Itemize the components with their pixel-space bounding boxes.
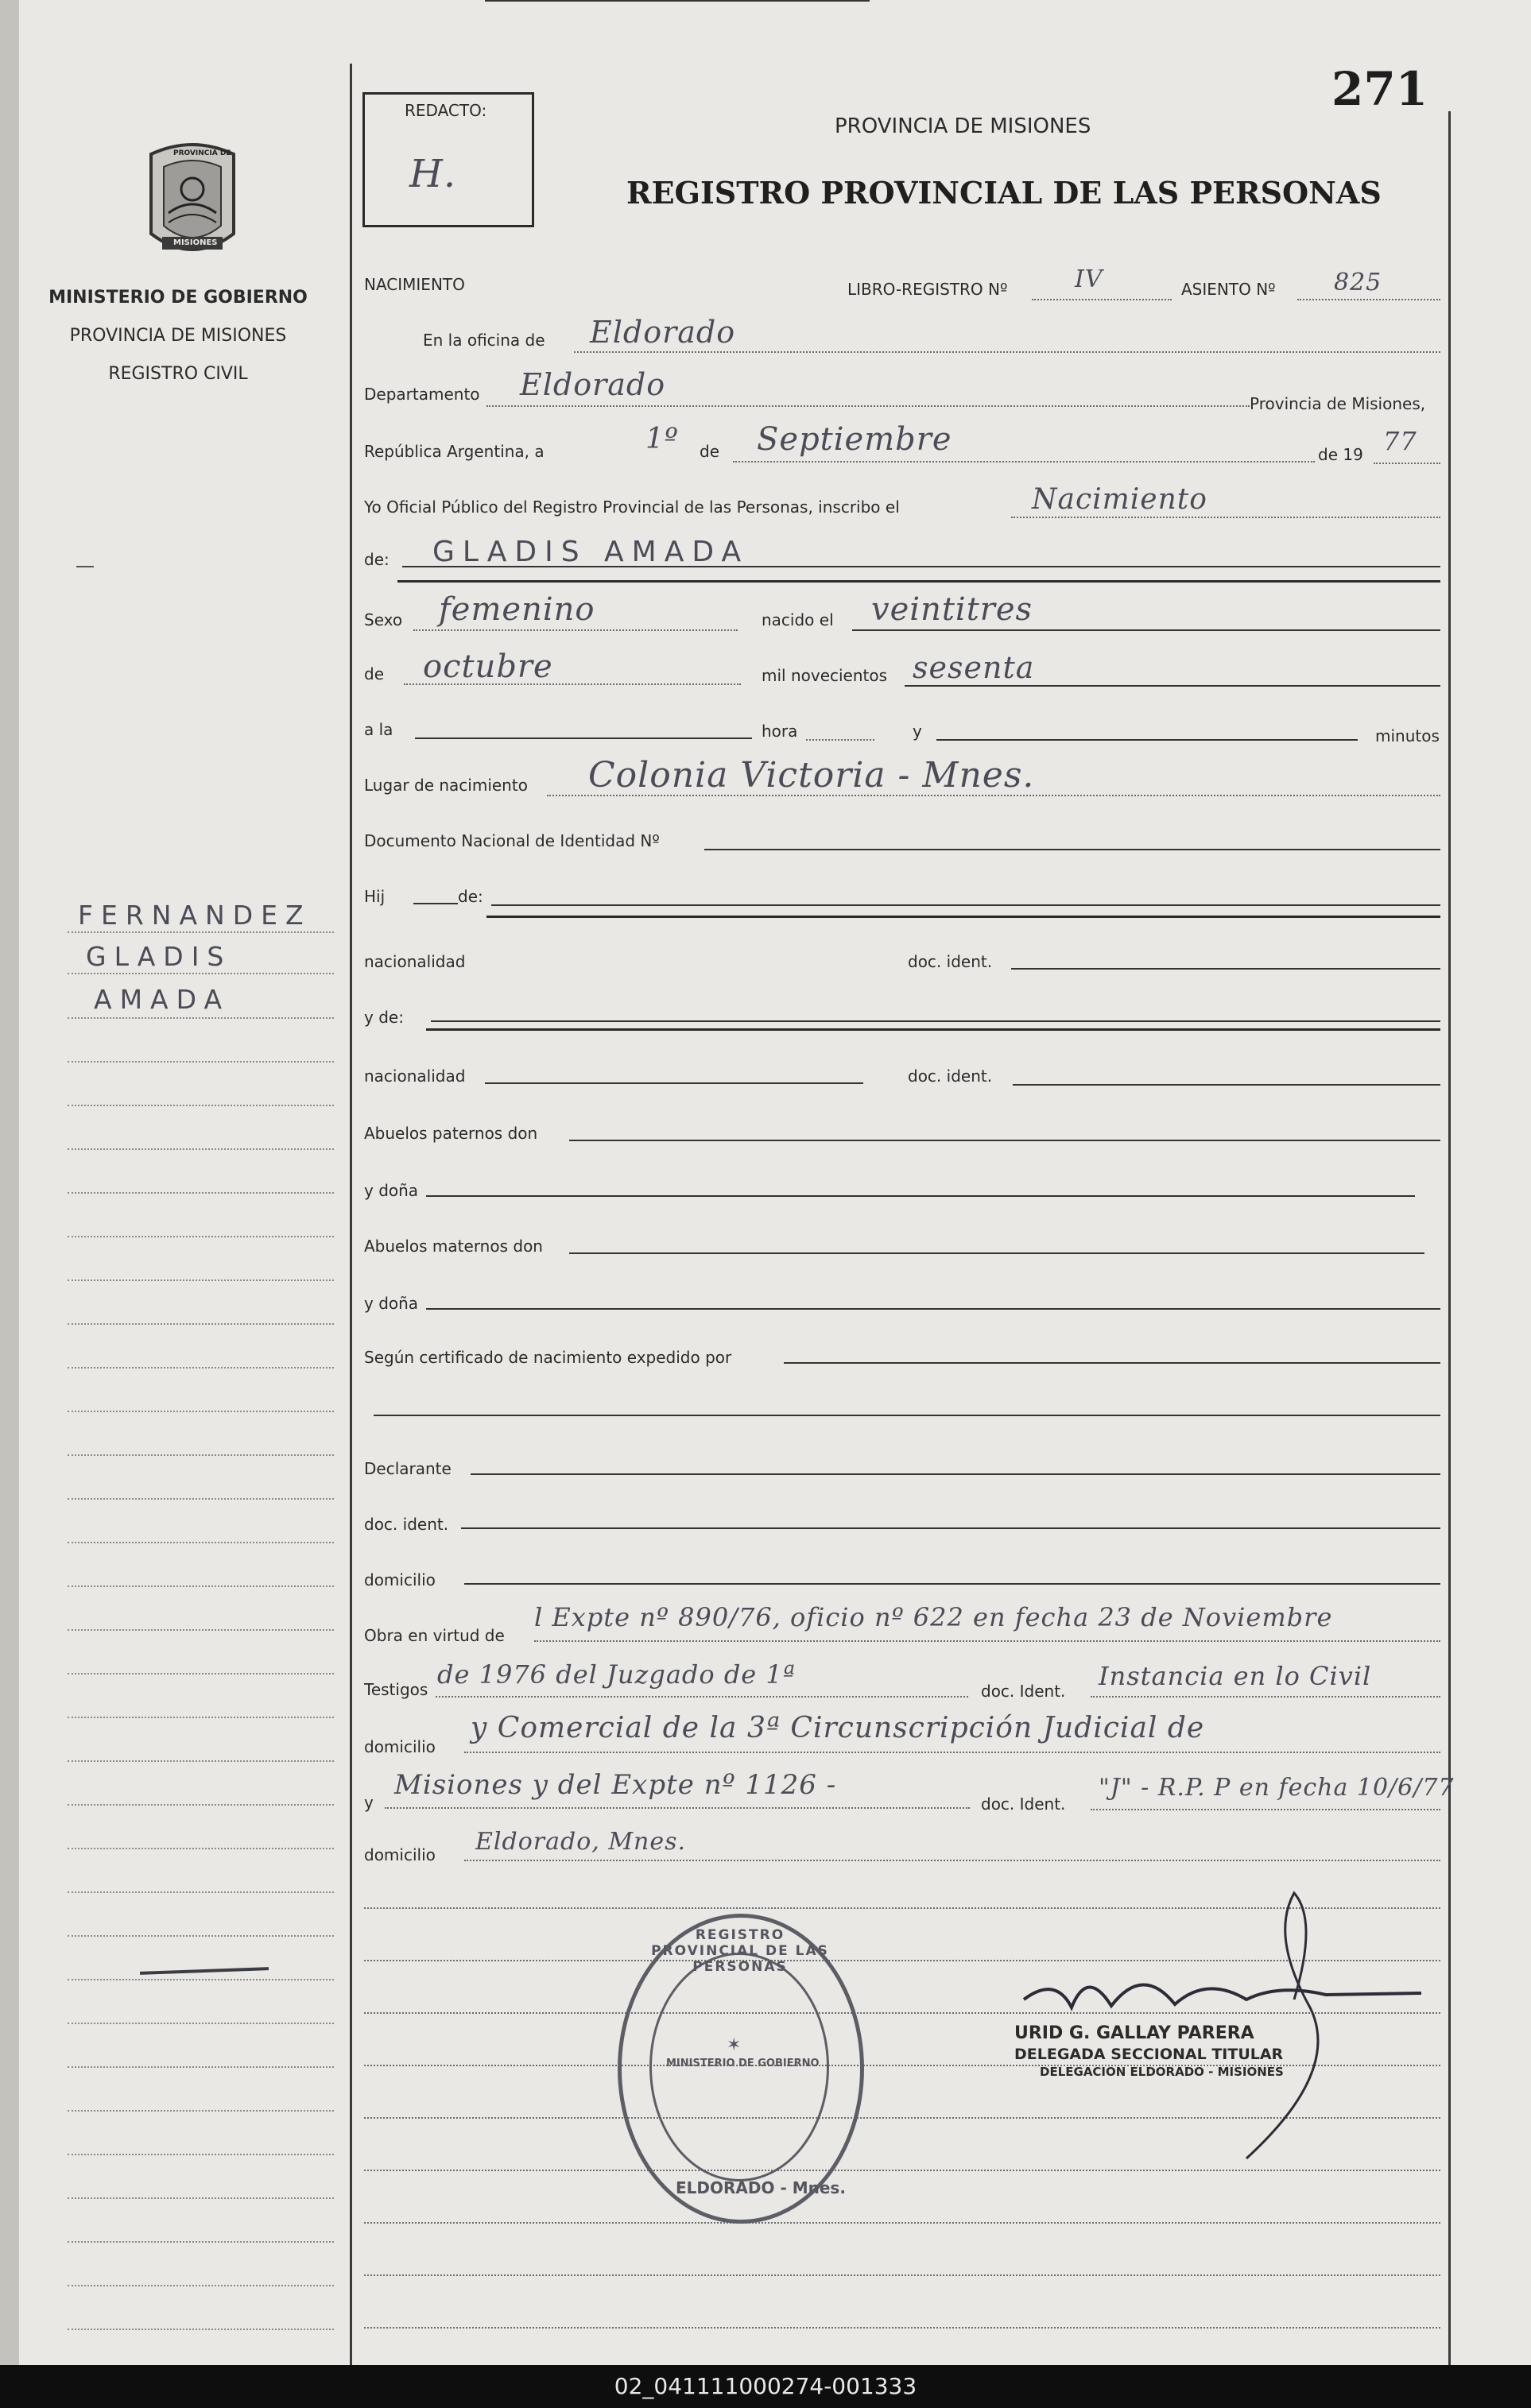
oficina-line bbox=[574, 351, 1440, 353]
yde-line bbox=[431, 1020, 1440, 1022]
mil-label: mil novecientos bbox=[762, 666, 888, 685]
nacimiento-label: NACIMIENTO bbox=[364, 275, 465, 294]
crest-text-top: PROVINCIA DE bbox=[173, 149, 231, 157]
margin-line bbox=[68, 1717, 334, 1718]
registry-civil-label: REGISTRO CIVIL bbox=[108, 364, 248, 384]
de-nombre-label: de: bbox=[364, 550, 390, 569]
minutos-label: minutos bbox=[1375, 726, 1440, 745]
signatory-title: DELEGADA SECCIONAL TITULAR bbox=[1014, 2046, 1284, 2063]
margin-line bbox=[68, 1804, 334, 1806]
ydona2-line bbox=[426, 1308, 1440, 1310]
y2-value2: "J" - R.P. P en fecha 10/6/77 bbox=[1099, 1774, 1455, 1802]
hij-label: Hij bbox=[364, 887, 386, 906]
abuelos-mat-label: Abuelos maternos don bbox=[364, 1237, 543, 1256]
margin-line bbox=[68, 1585, 334, 1587]
obra-value: l Expte nº 890/76, oficio nº 622 en fecha 23 de Noviembre bbox=[534, 1602, 1333, 1632]
ministry-label: MINISTERIO DE GOBIERNO bbox=[48, 288, 308, 308]
section-divider bbox=[426, 1028, 1440, 1031]
margin-line bbox=[68, 1367, 334, 1369]
segun-line bbox=[784, 1362, 1440, 1364]
margin-line bbox=[68, 1279, 334, 1281]
margin-line bbox=[68, 1629, 334, 1631]
libro-line bbox=[1032, 299, 1172, 300]
margin-line bbox=[68, 1105, 334, 1106]
nacionalidad2-label: nacionalidad bbox=[364, 1067, 466, 1086]
oficial-text: Yo Oficial Público del Registro Provincial de las Personas, inscribo el bbox=[364, 497, 900, 517]
margin-line bbox=[68, 1236, 334, 1237]
margin-pen-stroke bbox=[140, 1967, 269, 1975]
official-stamp bbox=[618, 1914, 864, 2224]
obra-line bbox=[534, 1640, 1440, 1642]
stamp-bottom-text: ELDORADO - Mnes. bbox=[676, 2178, 846, 2197]
margin-line bbox=[68, 2154, 334, 2155]
ala-label: a la bbox=[364, 720, 393, 739]
margin-line bbox=[68, 1848, 334, 1849]
hij-line bbox=[491, 904, 1440, 906]
inscribo-line bbox=[1011, 517, 1440, 518]
signatory-name: URID G. GALLAY PARERA bbox=[1014, 2023, 1254, 2043]
abuelos-pat-label: Abuelos paternos don bbox=[364, 1124, 538, 1143]
mes-line bbox=[733, 461, 1315, 463]
inscribo-value: Nacimiento bbox=[1032, 483, 1207, 516]
testigos-value2: Instancia en lo Civil bbox=[1099, 1661, 1372, 1691]
domicilio3-value: Eldorado, Mnes. bbox=[475, 1828, 687, 1856]
testigos-value: de 1976 del Juzgado de 1ª bbox=[437, 1659, 796, 1690]
doc-ident5-label: doc. Ident. bbox=[981, 1794, 1066, 1814]
margin-line bbox=[68, 1891, 334, 1893]
libro-label: LIBRO-REGISTRO Nº bbox=[847, 280, 1008, 299]
sexo-label: Sexo bbox=[364, 610, 403, 629]
sexo-value: femenino bbox=[439, 591, 595, 628]
nacionalidad-label: nacionalidad bbox=[364, 952, 466, 971]
anio-line bbox=[1374, 463, 1440, 464]
provincia-suffix: Provincia de Misiones, bbox=[1250, 394, 1426, 413]
nacido-label: nacido el bbox=[762, 610, 834, 629]
ydona2-label: y doña bbox=[364, 1294, 419, 1313]
margin-line bbox=[68, 2329, 334, 2330]
anio-value: 77 bbox=[1383, 426, 1417, 456]
dash-mark bbox=[76, 566, 94, 567]
margin-line bbox=[68, 1411, 334, 1412]
section-divider bbox=[486, 916, 1440, 918]
margin-line bbox=[68, 1017, 334, 1019]
nacionalidad2-line bbox=[485, 1082, 863, 1084]
declarante-label: Declarante bbox=[364, 1459, 452, 1478]
margin-firstname: GLADIS bbox=[86, 941, 232, 972]
hij-blank bbox=[413, 903, 458, 904]
testigos-label: Testigos bbox=[364, 1680, 428, 1699]
lugar-label: Lugar de nacimiento bbox=[364, 776, 528, 795]
domicilio-line bbox=[464, 1583, 1440, 1585]
doc-ident2-line bbox=[1013, 1084, 1440, 1086]
dni-line bbox=[704, 849, 1440, 850]
republica-label: República Argentina, a bbox=[364, 442, 545, 461]
oficina-label: En la oficina de bbox=[423, 331, 545, 350]
departamento-label: Departamento bbox=[364, 385, 480, 404]
asiento-value: 825 bbox=[1334, 269, 1382, 296]
departamento-line bbox=[486, 405, 1250, 407]
header-registry: REGISTRO PROVINCIAL DE LAS PERSONAS bbox=[626, 175, 1382, 211]
segun-label: Según certificado de nacimiento expedido por bbox=[364, 1348, 732, 1367]
blank-line bbox=[364, 2327, 1440, 2329]
margin-line bbox=[68, 1454, 334, 1456]
margin-line bbox=[68, 1148, 334, 1150]
abuelos-pat-line bbox=[569, 1140, 1440, 1141]
paper-edge bbox=[0, 0, 19, 2365]
redacto-value: H. bbox=[409, 152, 457, 196]
margin-line bbox=[68, 2066, 334, 2068]
nacionalidad-line bbox=[485, 0, 870, 2]
mil-value: sesenta bbox=[913, 650, 1035, 685]
yde-label: y de: bbox=[364, 1008, 404, 1027]
margin-line bbox=[68, 1935, 334, 1937]
mes-nac-value: octubre bbox=[423, 648, 553, 685]
header-province: PROVINCIA DE MISIONES bbox=[835, 114, 1091, 138]
stamp-star-icon: ✶ bbox=[727, 2035, 742, 2055]
domicilio2-line bbox=[464, 1752, 1440, 1753]
mes-value: Septiembre bbox=[757, 421, 952, 458]
sexo-line bbox=[413, 629, 738, 631]
nacido-line bbox=[852, 629, 1440, 631]
y2-line bbox=[385, 1807, 970, 1809]
testigos-line2 bbox=[1091, 1696, 1440, 1698]
de-mes-label: de bbox=[364, 664, 384, 683]
doc-ident2-label: doc. ident. bbox=[908, 1067, 993, 1086]
asiento-label: ASIENTO Nº bbox=[1181, 280, 1276, 299]
domicilio2-value: y Comercial de la 3ª Circunscripción Judicial de bbox=[471, 1712, 1205, 1744]
margin-line bbox=[68, 2285, 334, 2286]
obra-label: Obra en virtud de bbox=[364, 1626, 505, 1645]
stamp-inner-text: MINISTERIO DE GOBIERNO bbox=[666, 2058, 820, 2069]
page-number: 271 bbox=[1331, 62, 1428, 116]
margin-line bbox=[68, 2023, 334, 2024]
y2-value: Misiones y del Expte nº 1126 - bbox=[394, 1769, 837, 1801]
redacto-label: REDACTO: bbox=[405, 101, 487, 120]
nombre-value: GLADIS AMADA bbox=[432, 536, 750, 568]
ala-line bbox=[415, 737, 752, 739]
coat-of-arms-icon bbox=[140, 140, 245, 265]
margin-line bbox=[68, 1192, 334, 1194]
redacto-box bbox=[362, 92, 534, 227]
doc-ident3-label: doc. ident. bbox=[364, 1515, 449, 1534]
scan-id-bar bbox=[0, 2365, 1531, 2408]
libro-value: IV bbox=[1075, 265, 1103, 293]
margin-line bbox=[68, 1542, 334, 1543]
y2-line2 bbox=[1091, 1809, 1440, 1810]
crest-text-bottom: MISIONES bbox=[173, 238, 218, 247]
domicilio3-line bbox=[464, 1860, 1440, 1861]
asiento-line bbox=[1297, 299, 1440, 300]
blank-line bbox=[364, 2274, 1440, 2276]
margin-line bbox=[68, 1323, 334, 1325]
scan-id: 02_041111000274-001333 bbox=[614, 2373, 917, 2399]
signatory-office: DELEGACION ELDORADO - MISIONES bbox=[1040, 2065, 1284, 2079]
hora-line bbox=[806, 739, 874, 741]
stamp-outer-text: REGISTRO PROVINCIAL DE LAS PERSONAS bbox=[651, 1927, 829, 1975]
domicilio-label: domicilio bbox=[364, 1570, 436, 1589]
doc-ident-line bbox=[1011, 968, 1440, 970]
departamento-value: Eldorado bbox=[520, 367, 666, 402]
column-divider bbox=[350, 64, 352, 2368]
margin-line bbox=[68, 1979, 334, 1980]
doc-ident4-label: doc. Ident. bbox=[981, 1682, 1066, 1701]
domicilio2-label: domicilio bbox=[364, 1737, 436, 1756]
margin-line bbox=[68, 1673, 334, 1674]
nacido-value: veintitres bbox=[871, 591, 1033, 628]
abuelos-mat-line bbox=[569, 1252, 1424, 1254]
margin-line bbox=[68, 2110, 334, 2112]
section-divider bbox=[397, 580, 1440, 583]
segun-line2 bbox=[374, 1415, 1440, 1416]
right-border bbox=[1448, 111, 1451, 2365]
domicilio3-label: domicilio bbox=[364, 1845, 436, 1864]
doc-ident3-line bbox=[461, 1527, 1440, 1529]
ydona-line bbox=[426, 1195, 1415, 1197]
lugar-value: Colonia Victoria - Mnes. bbox=[588, 755, 1035, 796]
margin-line bbox=[68, 973, 334, 974]
province-label: PROVINCIA DE MISIONES bbox=[69, 326, 287, 346]
testigos-line bbox=[436, 1696, 968, 1698]
margin-line bbox=[68, 1061, 334, 1063]
margin-line bbox=[68, 931, 334, 933]
de-label: de bbox=[700, 442, 719, 461]
mil-line bbox=[905, 685, 1440, 687]
hora-label: hora bbox=[762, 722, 798, 741]
y-label: y bbox=[913, 722, 922, 741]
margin-secondname: AMADA bbox=[94, 984, 231, 1015]
ydona-label: y doña bbox=[364, 1181, 419, 1200]
y2-label: y bbox=[364, 1793, 374, 1812]
margin-surname: FERNANDEZ bbox=[78, 900, 312, 931]
margin-line bbox=[68, 1498, 334, 1500]
declarante-line bbox=[471, 1473, 1440, 1475]
margin-line bbox=[68, 2197, 334, 2199]
oficina-value: Eldorado bbox=[590, 315, 736, 350]
dni-label: Documento Nacional de Identidad Nº bbox=[364, 831, 660, 850]
doc-ident-label: doc. ident. bbox=[908, 952, 993, 971]
margin-line bbox=[68, 2241, 334, 2243]
dia-value: 1º bbox=[645, 423, 679, 455]
min-line bbox=[936, 739, 1358, 741]
de19-label: de 19 bbox=[1318, 445, 1363, 464]
margin-line bbox=[68, 1760, 334, 1762]
blank-line bbox=[364, 2222, 1440, 2224]
de2-label: de: bbox=[458, 887, 483, 906]
